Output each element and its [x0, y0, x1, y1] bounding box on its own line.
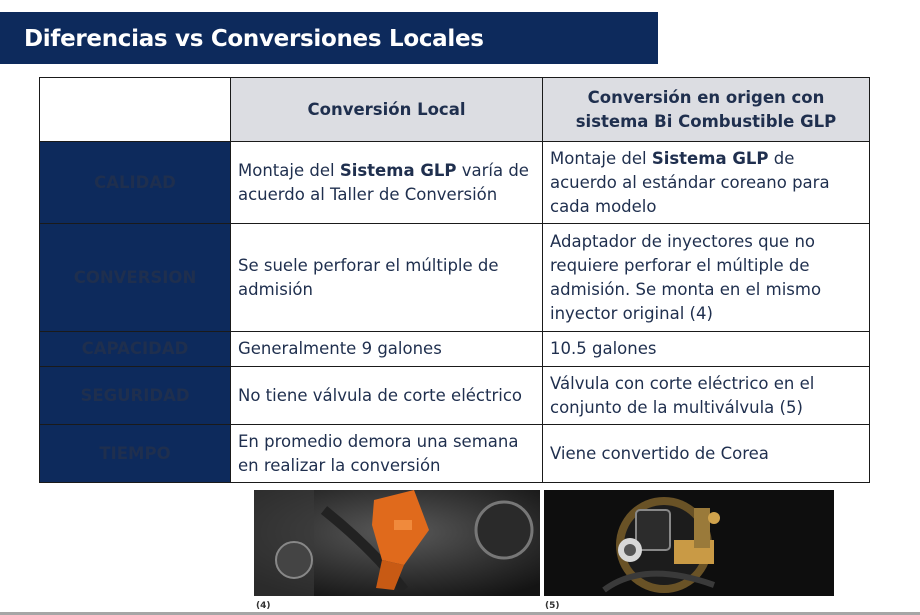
row-label-conversion: CONVERSION: [40, 224, 231, 332]
photo-caption-4: (4): [256, 601, 271, 611]
cell-local: Se suele perforar el múltiple de admisión: [231, 224, 543, 332]
injector-adapter-image: [254, 490, 540, 596]
cell-origen: Montaje del Sistema GLP de acuerdo al estándar coreano para cada modelo: [543, 142, 870, 224]
row-label-tiempo: TIEMPO: [40, 425, 231, 483]
comparison-table: [39, 77, 870, 483]
cell-local: Montaje del Sistema GLP varía de acuerdo al Taller de Conversión: [231, 142, 543, 224]
multivalve-image: [544, 490, 834, 596]
table-row: [40, 367, 870, 425]
table-header-row: [40, 78, 870, 142]
table-row: [40, 224, 870, 332]
cell-local: En promedio demora una semana en realizar la conversión: [231, 425, 543, 483]
photo-caption-5: (5): [545, 601, 560, 611]
photo-injector-adapter: [254, 490, 540, 596]
cell-local: Generalmente 9 galones: [231, 332, 543, 367]
page-title: Diferencias vs Conversiones Locales: [24, 26, 484, 52]
cell-origen: Viene convertido de Corea: [543, 425, 870, 483]
cell-local: No tiene válvula de corte eléctrico: [231, 367, 543, 425]
cell-origen: Válvula con corte eléctrico en el conjunto de la multiválvula (5): [543, 367, 870, 425]
row-label-capacidad: CAPACIDAD: [40, 332, 231, 367]
table-row: [40, 142, 870, 224]
header-origen: Conversión en origen con sistema Bi Combustible GLP: [543, 78, 870, 142]
table-row: [40, 425, 870, 483]
header-local: Conversión Local: [231, 78, 543, 142]
photo-multivalve: [544, 490, 834, 596]
cell-origen: Adaptador de inyectores que no requiere perforar el múltiple de admisión. Se monta en el mismo inyector original (4): [543, 224, 870, 332]
cell-origen: 10.5 galones: [543, 332, 870, 367]
row-label-calidad: CALIDAD: [40, 142, 231, 224]
header-blank-cell: [40, 78, 231, 142]
title-banner: [0, 12, 658, 64]
table-row: [40, 332, 870, 367]
row-label-seguridad: SEGURIDAD: [40, 367, 231, 425]
